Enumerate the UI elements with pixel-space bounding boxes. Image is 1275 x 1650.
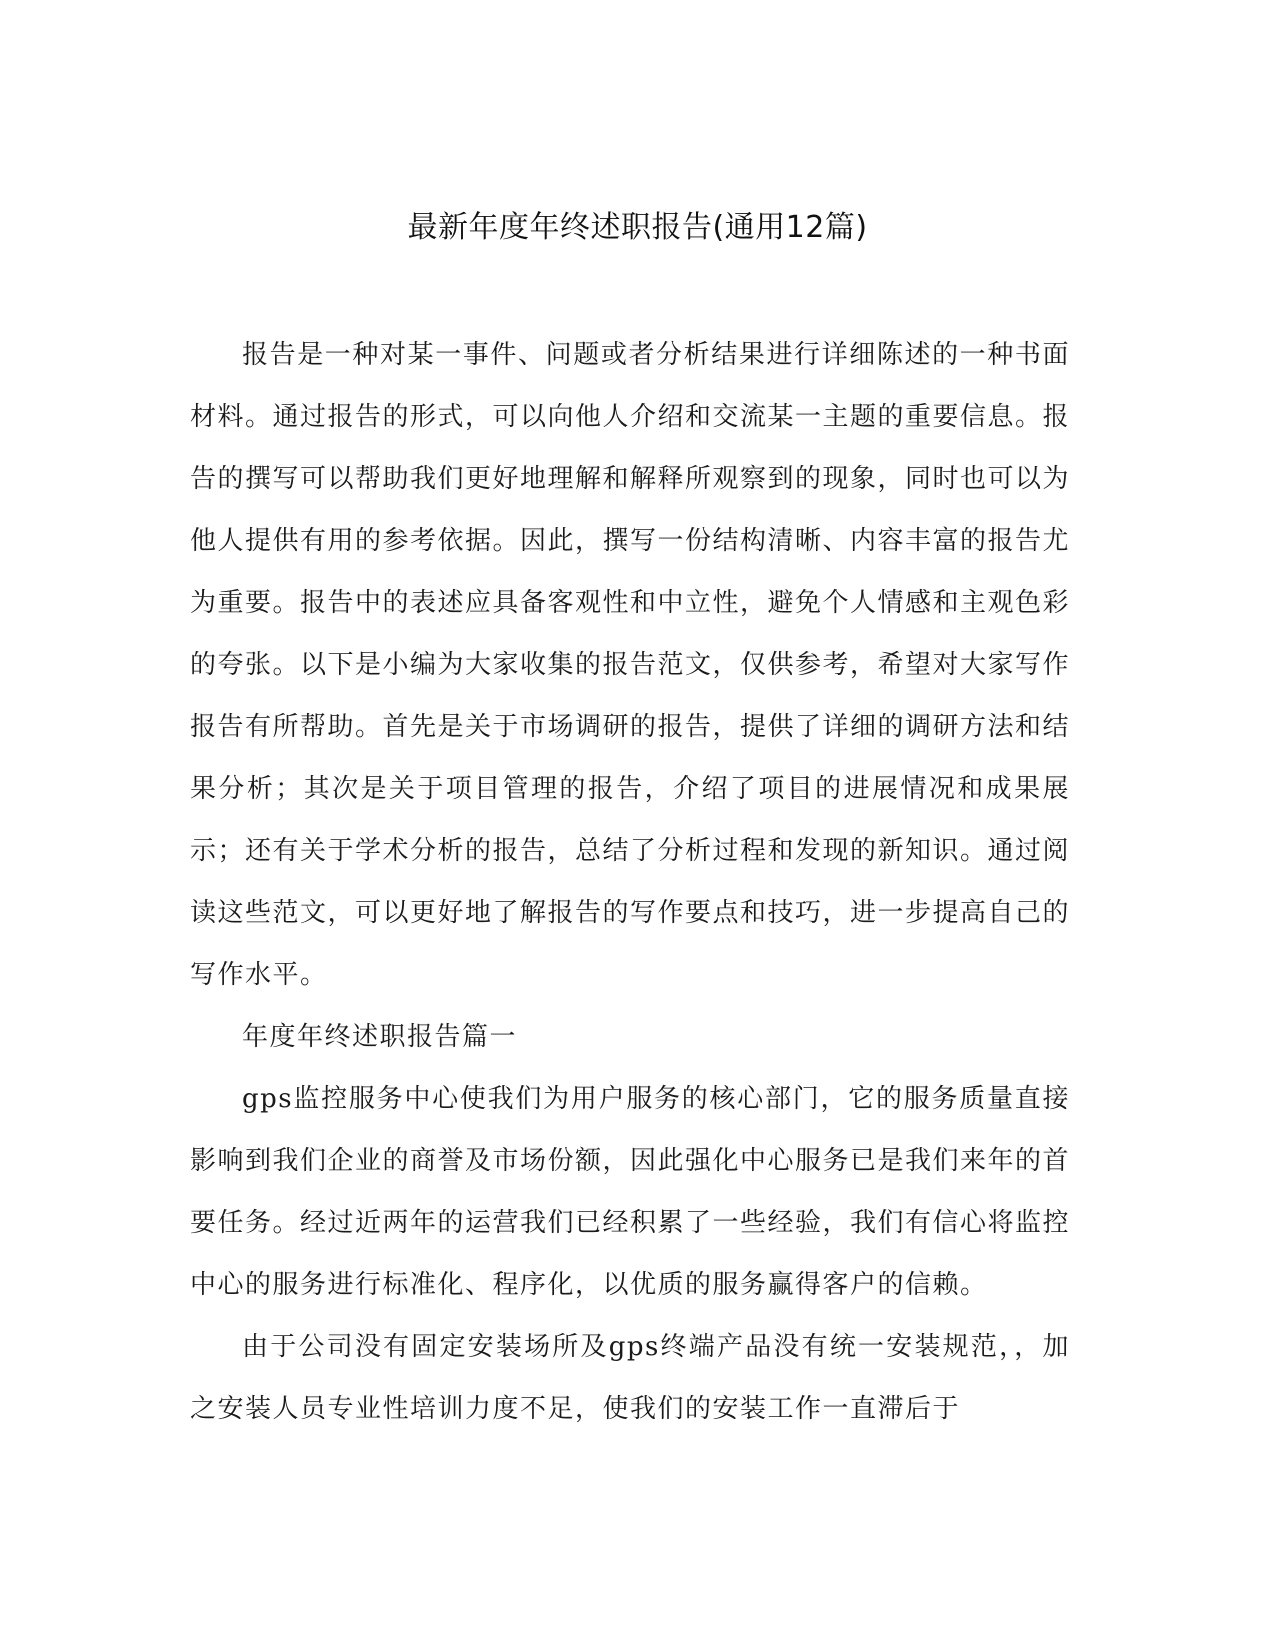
section-heading: 年度年终述职报告篇一 xyxy=(242,1022,518,1052)
document-body xyxy=(190,324,1070,1440)
body-paragraph: gps监控服务中心使我们为用户服务的核心部门，它的服务质量直接影响到我们企业的商誉及市场份额，因此强化中心服务已是我们来年的首要任务。经过近两年的运营我们已经积累了一些经验，我们有信心将监控中心的服务进行标准化、程序化，以优质的服务赢得客户的信赖。 xyxy=(190,1084,1071,1300)
body-paragraph: 由于公司没有固定安装场所及gps终端产品没有统一安装规范，，加之安装人员专业性培训力度不足，使我们的安装工作一直滞后于 xyxy=(190,1332,1070,1424)
document-title: 最新年度年终述职报告(通用12篇) xyxy=(407,210,868,245)
intro-paragraph: 报告是一种对某一事件、问题或者分析结果进行详细陈述的一种书面材料。通过报告的形式，可以向他人介绍和交流某一主题的重要信息。报告的撰写可以帮助我们更好地理解和解释所观察到的现象，同时也可以为他人提供有用的参考依据。因此，撰写一份结构清晰、内容丰富的报告尤为重要。报告中的表述应具备客观性和中立性，避免个人情感和主观色彩的夸张。以下是小编为大家收集的报告范文，仅供参考，希望对大家写作报告有所帮助。首先是关于市场调研的报告，提供了详细的调研方法和结果分析；其次是关于项目管理的报告，介绍了项目的进展情况和成果展示；还有关于学术分析的报告，总结了分析过程和发现的新知识。通过阅读这些范文，可以更好地了解报告的写作要点和技巧，进一步提高自己的写作水平。 xyxy=(190,340,1071,990)
